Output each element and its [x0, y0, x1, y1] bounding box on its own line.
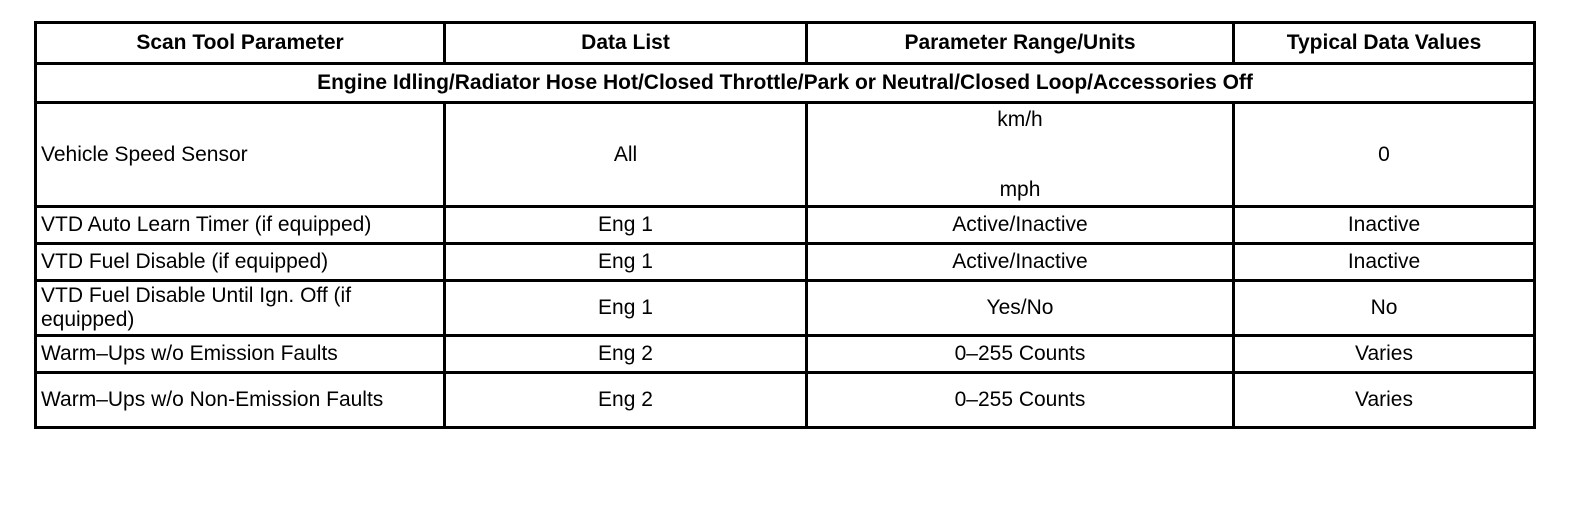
header-typical-data-values: Typical Data Values: [1234, 23, 1535, 64]
data-list-cell: Eng 2: [445, 336, 807, 373]
parameter-cell: Vehicle Speed Sensor: [36, 103, 445, 207]
range-units-cell: Yes/No: [807, 281, 1234, 336]
typical-value-cell: Inactive: [1234, 207, 1535, 244]
header-row: [36, 23, 1535, 64]
data-list-cell: Eng 1: [445, 281, 807, 336]
typical-value-cell: 0: [1234, 103, 1535, 207]
table-row: [36, 373, 1535, 428]
condition-row: [36, 64, 1535, 103]
range-units-cell: Active/Inactive: [807, 244, 1234, 281]
range-unit-mph: mph: [999, 177, 1041, 201]
table-row: [36, 103, 1535, 207]
typical-value-cell: Varies: [1234, 336, 1535, 373]
typical-value-cell: No: [1234, 281, 1535, 336]
header-data-list: Data List: [445, 23, 807, 64]
header-scan-tool-parameter: Scan Tool Parameter: [36, 23, 445, 64]
parameter-cell: VTD Fuel Disable (if equipped): [36, 244, 445, 281]
range-units-cell: 0–255 Counts: [807, 373, 1234, 428]
range-unit-km-h: km/h: [997, 107, 1043, 131]
header-parameter-range-units: Parameter Range/Units: [807, 23, 1234, 64]
range-units-cell: [807, 103, 1234, 207]
data-list-cell: Eng 2: [445, 373, 807, 428]
parameter-cell: Warm–Ups w/o Non-Emission Faults: [36, 373, 445, 428]
parameter-cell: VTD Fuel Disable Until Ign. Off (if equipped): [36, 281, 445, 336]
data-list-cell: All: [445, 103, 807, 207]
parameter-cell: VTD Auto Learn Timer (if equipped): [36, 207, 445, 244]
table-row: [36, 244, 1535, 281]
table-row: [36, 336, 1535, 373]
data-list-cell: Eng 1: [445, 244, 807, 281]
typical-value-cell: Varies: [1234, 373, 1535, 428]
range-units-cell: 0–255 Counts: [807, 336, 1234, 373]
typical-value-cell: Inactive: [1234, 244, 1535, 281]
scan-tool-data-table: [34, 21, 1536, 429]
parameter-cell: Warm–Ups w/o Emission Faults: [36, 336, 445, 373]
table-row: [36, 207, 1535, 244]
data-list-cell: Eng 1: [445, 207, 807, 244]
operating-condition: Engine Idling/Radiator Hose Hot/Closed Throttle/Park or Neutral/Closed Loop/Accessories Off: [36, 64, 1535, 103]
table-row: [36, 281, 1535, 336]
range-units-cell: Active/Inactive: [807, 207, 1234, 244]
